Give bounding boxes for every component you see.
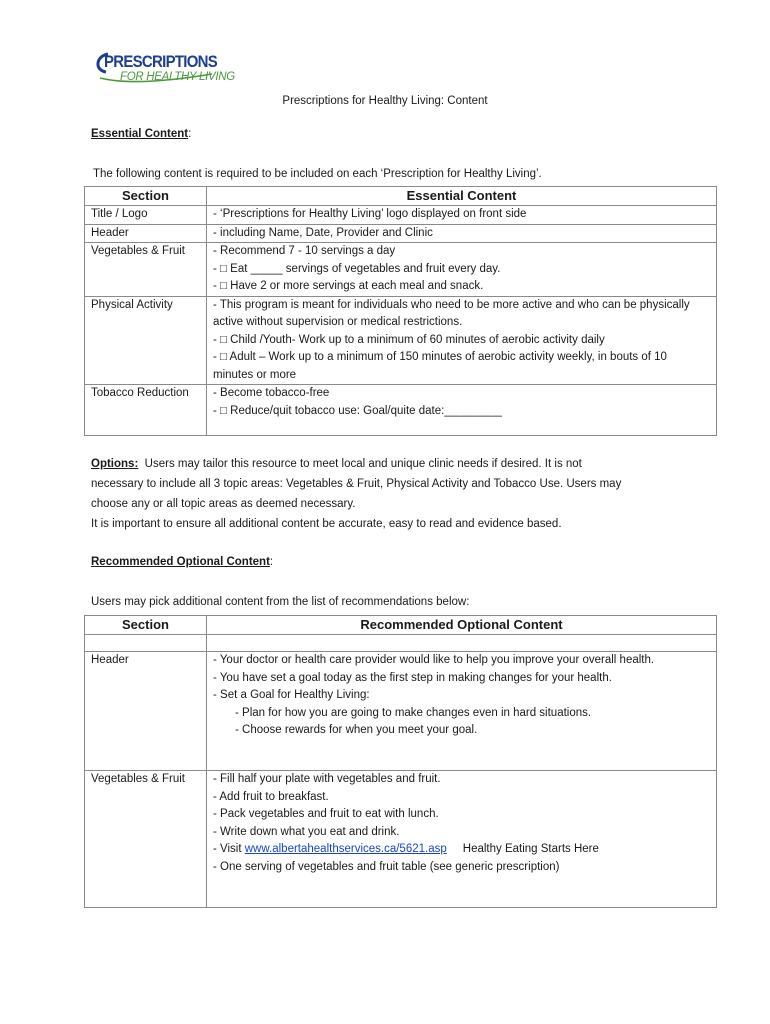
visit-suffix: Healthy Eating Starts Here (462, 843, 599, 855)
row-section: Tobacco Reduction (85, 385, 207, 436)
recommended-intro: Users may pick additional content from the list of recommendations below: (91, 596, 470, 608)
essential-table (84, 186, 717, 436)
essential-table-header (85, 187, 717, 206)
table-row (85, 296, 717, 385)
visit-line (213, 841, 710, 859)
visit-prefix: - Visit (213, 843, 245, 855)
row-line: - Become tobacco-free (213, 387, 330, 399)
row-line: - Fill half your plate with vegetables and fruit. (213, 773, 441, 785)
row-section: Vegetables & Fruit (85, 771, 207, 908)
table-row (85, 206, 717, 225)
recommended-heading (91, 556, 273, 568)
options-label: Options: (91, 458, 139, 470)
recommended-table-header (85, 616, 717, 635)
row-line: - One serving of vegetables and fruit table (see generic prescription) (213, 860, 560, 873)
options-paragraph (91, 454, 621, 534)
row-line: - Your doctor or health care provider would like to help you improve your overall health. (213, 654, 655, 666)
column-header: Essential Content (207, 187, 717, 206)
row-line: - □ Reduce/quit tobacco use: Goal/quite date:_________ (213, 404, 502, 417)
column-header: Section (85, 187, 207, 206)
row-line: - You have set a goal today as the first step in making changes for your health. (213, 671, 612, 684)
row-line: - □ Child /Youth- Work up to a minimum of 60 minutes of aerobic activity daily (213, 333, 605, 346)
row-section: Title / Logo (85, 206, 207, 225)
row-section: Header (85, 224, 207, 243)
row-line: - □ Adult – Work up to a minimum of 150 minutes of aerobic activity weekly, in bouts of 10 minutes or more (213, 351, 667, 381)
options-line: It is important to ensure all additional content be accurate, easy to read and evidence based. (91, 518, 562, 530)
row-section: Physical Activity (85, 296, 207, 385)
row-line: - Add fruit to breakfast. (213, 790, 329, 803)
row-line: - This program is meant for individuals who need to be more active and who can be physically active without supervision or medical restrictions. (213, 298, 690, 328)
row-section: Vegetables & Fruit (85, 243, 207, 297)
row-line: - including Name, Date, Provider and Clinic (213, 226, 433, 239)
logo-sub-text: FOR HEALTHY LIVING (120, 71, 235, 83)
essential-intro: The following content is required to be included on each ‘Prescription for Healthy Living’. (93, 168, 542, 180)
essential-heading-text: Essential Content (91, 128, 189, 140)
recommended-table (84, 615, 717, 908)
table-row (85, 224, 717, 243)
row-line: - □ Eat _____ servings of vegetables and fruit every day. (213, 262, 501, 275)
table-row (85, 652, 717, 771)
row-line: - □ Have 2 or more servings at each meal and snack. (213, 280, 484, 292)
essential-heading (91, 128, 191, 140)
column-header: Recommended Optional Content (207, 616, 717, 635)
row-section: Header (85, 652, 207, 771)
table-row (85, 771, 717, 908)
table-row (85, 243, 717, 297)
row-subline: - Plan for how you are going to make changes even in hard situations. (235, 706, 592, 719)
recommended-heading-text: Recommended Optional Content (91, 556, 270, 568)
row-subline: - Choose rewards for when you meet your goal. (235, 724, 478, 736)
table-row-empty (85, 635, 717, 652)
options-line: Users may tailor this resource to meet local and unique clinic needs if desired. It is not (144, 458, 582, 470)
logo-main-text: PRESCRIPTIONS (104, 52, 218, 71)
essential-heading-colon: : (188, 128, 192, 140)
options-line: necessary to include all 3 topic areas: Vegetables & Fruit, Physical Activity and Tobacco Use. Users may (91, 478, 622, 490)
recommended-heading-colon: : (269, 556, 274, 568)
row-line: - Write down what you eat and drink. (213, 825, 400, 838)
row-line: - Recommend 7 - 10 servings a day (213, 245, 396, 257)
logo (94, 48, 235, 88)
row-line: - ‘Prescriptions for Healthy Living’ logo displayed on front side (213, 208, 527, 220)
table-row (85, 385, 717, 436)
row-line: - Pack vegetables and fruit to eat with lunch. (213, 808, 439, 820)
column-header: Section (85, 616, 207, 635)
options-line: choose any or all topic areas as deemed necessary. (91, 498, 356, 510)
ahs-link[interactable]: www.albertahealthservices.ca/5621.asp (244, 843, 447, 855)
document-title: Prescriptions for Healthy Living: Content (282, 95, 488, 107)
row-line: - Set a Goal for Healthy Living: (213, 689, 370, 701)
